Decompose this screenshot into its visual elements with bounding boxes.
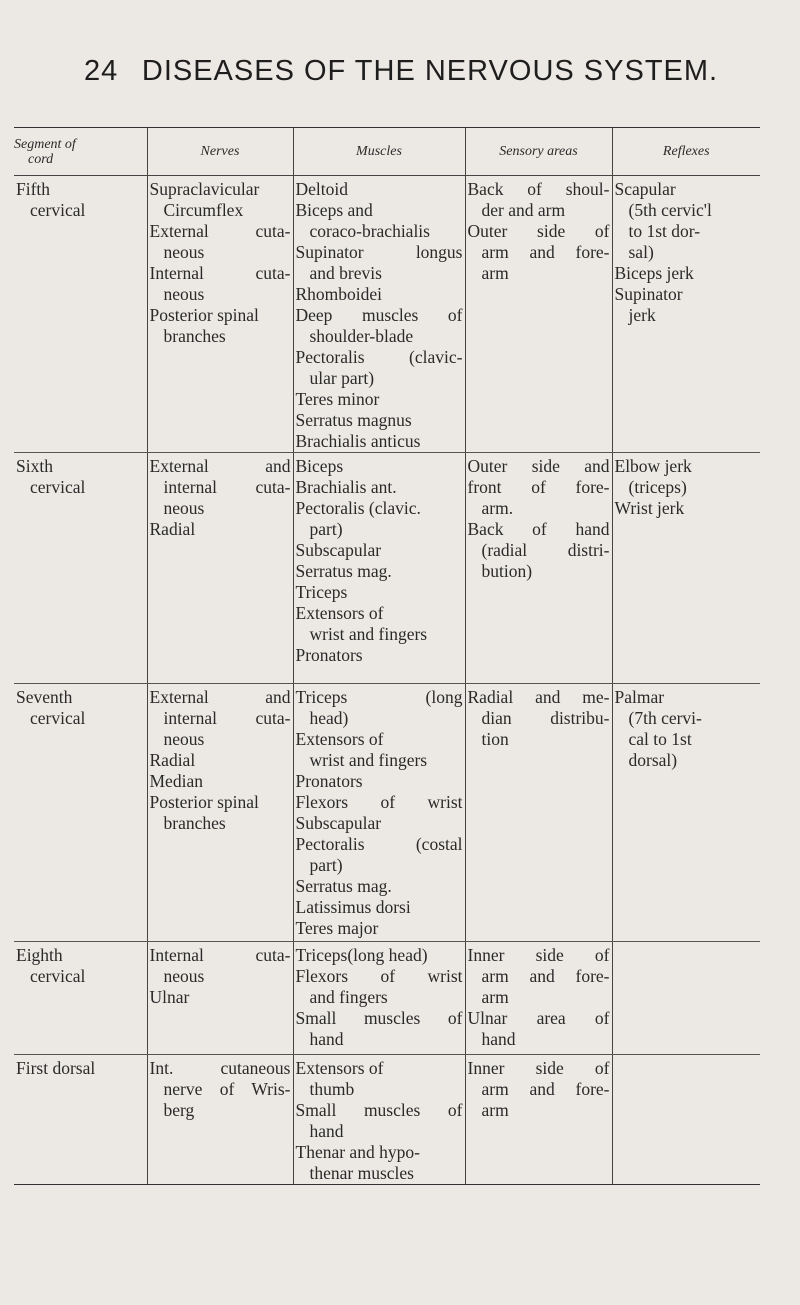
reflexes-line: to 1st dor- — [628, 221, 701, 241]
nerves-line: Posterior spinal — [149, 305, 259, 325]
muscles-line: ular part) — [309, 368, 375, 388]
sensory-line: der and arm — [481, 200, 566, 220]
nerves-line: Radial — [149, 519, 196, 539]
sensory-line: arm — [481, 987, 509, 1007]
cell-reflexes — [612, 453, 760, 684]
muscles-line: hand — [309, 1121, 344, 1141]
muscles-line: Triceps — [295, 582, 348, 602]
muscles-line: Serratus mag. — [295, 561, 392, 581]
muscles-line: Pectoralis (clavic- — [295, 347, 463, 367]
table-row — [14, 1055, 760, 1185]
muscles-line: Rhomboidei — [295, 284, 383, 304]
nerves-line: Median — [149, 771, 203, 791]
page-number: 24 — [84, 55, 119, 87]
table-row — [14, 684, 760, 942]
muscles-line: Biceps and — [295, 200, 373, 220]
sensory-line: Inner side of — [467, 945, 610, 965]
header-segment-line: cord — [28, 151, 54, 167]
muscles-line: wrist and fingers — [309, 624, 428, 644]
muscles-line: Supinator longus — [295, 242, 463, 262]
sensory-line: Ulnar area of — [467, 1008, 610, 1028]
muscles-line: thenar muscles — [309, 1163, 414, 1183]
table-row — [14, 453, 760, 684]
reflexes-line: dorsal) — [628, 750, 678, 770]
cell-muscles — [293, 176, 465, 453]
cell-nerves — [147, 684, 293, 942]
muscles-line: Extensors of — [295, 729, 384, 749]
nerves-line: nerve of Wris- — [163, 1079, 291, 1099]
cell-muscles — [293, 453, 465, 684]
muscles-line: Flexors of wrist — [295, 966, 463, 986]
muscles-line: Brachialis anticus — [295, 431, 421, 451]
nerves-line: neous — [163, 242, 205, 262]
reflexes-line: Supinator — [614, 284, 683, 304]
cell-reflexes — [612, 942, 760, 1055]
cell-muscles — [293, 942, 465, 1055]
cell-reflexes — [612, 176, 760, 453]
cell-nerves — [147, 176, 293, 453]
sensory-line: Back of hand — [467, 519, 610, 539]
cell-sensory — [465, 453, 612, 684]
reflexes-line: Palmar — [614, 687, 665, 707]
sensory-line: Back of shoul- — [467, 179, 610, 199]
reflexes-line: Biceps jerk — [614, 263, 694, 283]
nerves-line: neous — [163, 284, 205, 304]
cell-muscles — [293, 684, 465, 942]
segment-line: cervical — [30, 708, 86, 728]
cell-segment — [14, 453, 147, 684]
nerves-line: Int. cutaneous — [149, 1058, 291, 1078]
segment-line: cervical — [30, 966, 86, 986]
sensory-line: tion — [481, 729, 509, 749]
muscles-line: Pectoralis (clavic. — [295, 498, 421, 518]
sensory-line: arm — [481, 263, 509, 283]
nerves-line: Radial — [149, 750, 196, 770]
header-nerves: Nerves — [147, 128, 293, 176]
cell-nerves — [147, 942, 293, 1055]
sensory-line: dian distribu- — [481, 708, 610, 728]
muscles-line: Triceps (long — [295, 687, 463, 707]
muscles-line: Teres minor — [295, 389, 380, 409]
page-title: DISEASES OF THE NERVOUS SYSTEM. — [141, 55, 719, 87]
muscles-line: part) — [309, 855, 343, 875]
nerves-line: Circumflex — [163, 200, 244, 220]
nerves-line: internal cuta- — [163, 477, 291, 497]
muscles-line: Latissimus dorsi — [295, 897, 411, 917]
cell-segment — [14, 1055, 147, 1185]
reflexes-line: sal) — [628, 242, 654, 262]
cell-sensory — [465, 942, 612, 1055]
cell-segment — [14, 684, 147, 942]
nerves-line: External cuta- — [149, 221, 291, 241]
muscles-line: and fingers — [309, 987, 388, 1007]
cell-nerves — [147, 453, 293, 684]
muscles-line: and brevis — [309, 263, 382, 283]
muscles-line: wrist and fingers — [309, 750, 428, 770]
segment-line: cervical — [30, 477, 86, 497]
nerves-line: Supraclavicular — [149, 179, 260, 199]
cell-muscles — [293, 1055, 465, 1185]
sensory-line: Inner side of — [467, 1058, 610, 1078]
sensory-line: (radial distri- — [481, 540, 610, 560]
reflexes-line: (7th cervi- — [628, 708, 702, 728]
nerves-line: Posterior spinal — [149, 792, 259, 812]
segment-line: Fifth — [16, 179, 51, 199]
muscles-line: Extensors of — [295, 1058, 384, 1078]
reflexes-line: cal to 1st — [628, 729, 692, 749]
segment-line: cervical — [30, 200, 86, 220]
muscles-line: Subscapular — [295, 813, 382, 833]
muscles-line: Triceps(long head) — [295, 945, 428, 965]
header-sensory-areas: Sensory areas — [465, 128, 612, 176]
muscles-line: hand — [309, 1029, 344, 1049]
muscles-line: Deep muscles of — [295, 305, 463, 325]
segment-line: First dorsal — [16, 1058, 96, 1078]
nerves-line: neous — [163, 729, 205, 749]
sensory-line: Outer side and — [467, 456, 610, 476]
header-segment-line: Segment of — [14, 136, 76, 152]
table-row — [14, 942, 760, 1055]
cell-segment — [14, 942, 147, 1055]
cell-nerves — [147, 1055, 293, 1185]
nerves-line: neous — [163, 498, 205, 518]
muscles-line: Pronators — [295, 645, 363, 665]
cell-reflexes — [612, 1055, 760, 1185]
sensory-line: bution) — [481, 561, 533, 581]
nerves-line: branches — [163, 326, 226, 346]
muscles-line: Serratus mag. — [295, 876, 392, 896]
page-header — [0, 55, 800, 88]
reflexes-line: (triceps) — [628, 477, 687, 497]
sensory-line: arm. — [481, 498, 514, 518]
muscles-line: Subscapular — [295, 540, 382, 560]
cell-sensory — [465, 684, 612, 942]
muscles-line: Pectoralis (costal — [295, 834, 463, 854]
nerves-line: External and — [149, 456, 291, 476]
muscles-line: Thenar and hypo- — [295, 1142, 420, 1162]
muscles-line: Small muscles of — [295, 1008, 463, 1028]
muscles-line: Extensors of — [295, 603, 384, 623]
nerves-line: internal cuta- — [163, 708, 291, 728]
table-header-row — [14, 128, 760, 176]
header-reflexes: Reflexes — [612, 128, 760, 176]
sensory-line: arm — [481, 1100, 509, 1120]
table-row — [14, 176, 760, 453]
sensory-line: arm and fore- — [481, 966, 610, 986]
nerves-line: branches — [163, 813, 226, 833]
muscles-line: Teres major — [295, 918, 379, 938]
sensory-line: Outer side of — [467, 221, 610, 241]
segment-line: Sixth — [16, 456, 53, 476]
muscles-line: coraco-brachialis — [309, 221, 430, 241]
muscles-line: head) — [309, 708, 349, 728]
muscles-line: Brachialis ant. — [295, 477, 397, 497]
segment-line: Seventh — [16, 687, 73, 707]
nerves-line: Ulnar — [149, 987, 190, 1007]
cell-segment — [14, 176, 147, 453]
cell-sensory — [465, 1055, 612, 1185]
muscles-line: Serratus magnus — [295, 410, 412, 430]
cell-sensory — [465, 176, 612, 453]
muscles-line: shoulder-blade — [309, 326, 414, 346]
sensory-line: Radial and me- — [467, 687, 610, 707]
header-muscles: Muscles — [293, 128, 465, 176]
muscles-line: Flexors of wrist — [295, 792, 463, 812]
cell-reflexes — [612, 684, 760, 942]
muscles-line: thumb — [309, 1079, 355, 1099]
muscles-line: Deltoid — [295, 179, 348, 199]
segment-table — [14, 127, 760, 1185]
muscles-line: Pronators — [295, 771, 363, 791]
nerves-line: Internal cuta- — [149, 945, 291, 965]
nerves-line: neous — [163, 966, 205, 986]
muscles-line: Biceps — [295, 456, 344, 476]
sensory-line: arm and fore- — [481, 242, 610, 262]
nerves-line: Internal cuta- — [149, 263, 291, 283]
muscles-line: part) — [309, 519, 343, 539]
header-segment — [14, 128, 147, 176]
segment-line: Eighth — [16, 945, 63, 965]
reflexes-line: jerk — [628, 305, 656, 325]
reflexes-line: Elbow jerk — [614, 456, 692, 476]
reflexes-line: Scapular — [614, 179, 676, 199]
sensory-line: arm and fore- — [481, 1079, 610, 1099]
nerves-line: berg — [163, 1100, 195, 1120]
nerves-line: External and — [149, 687, 291, 707]
muscles-line: Small muscles of — [295, 1100, 463, 1120]
reflexes-line: Wrist jerk — [614, 498, 685, 518]
sensory-line: hand — [481, 1029, 516, 1049]
sensory-line: front of fore- — [467, 477, 610, 497]
reflexes-line: (5th cervic'l — [628, 200, 712, 220]
